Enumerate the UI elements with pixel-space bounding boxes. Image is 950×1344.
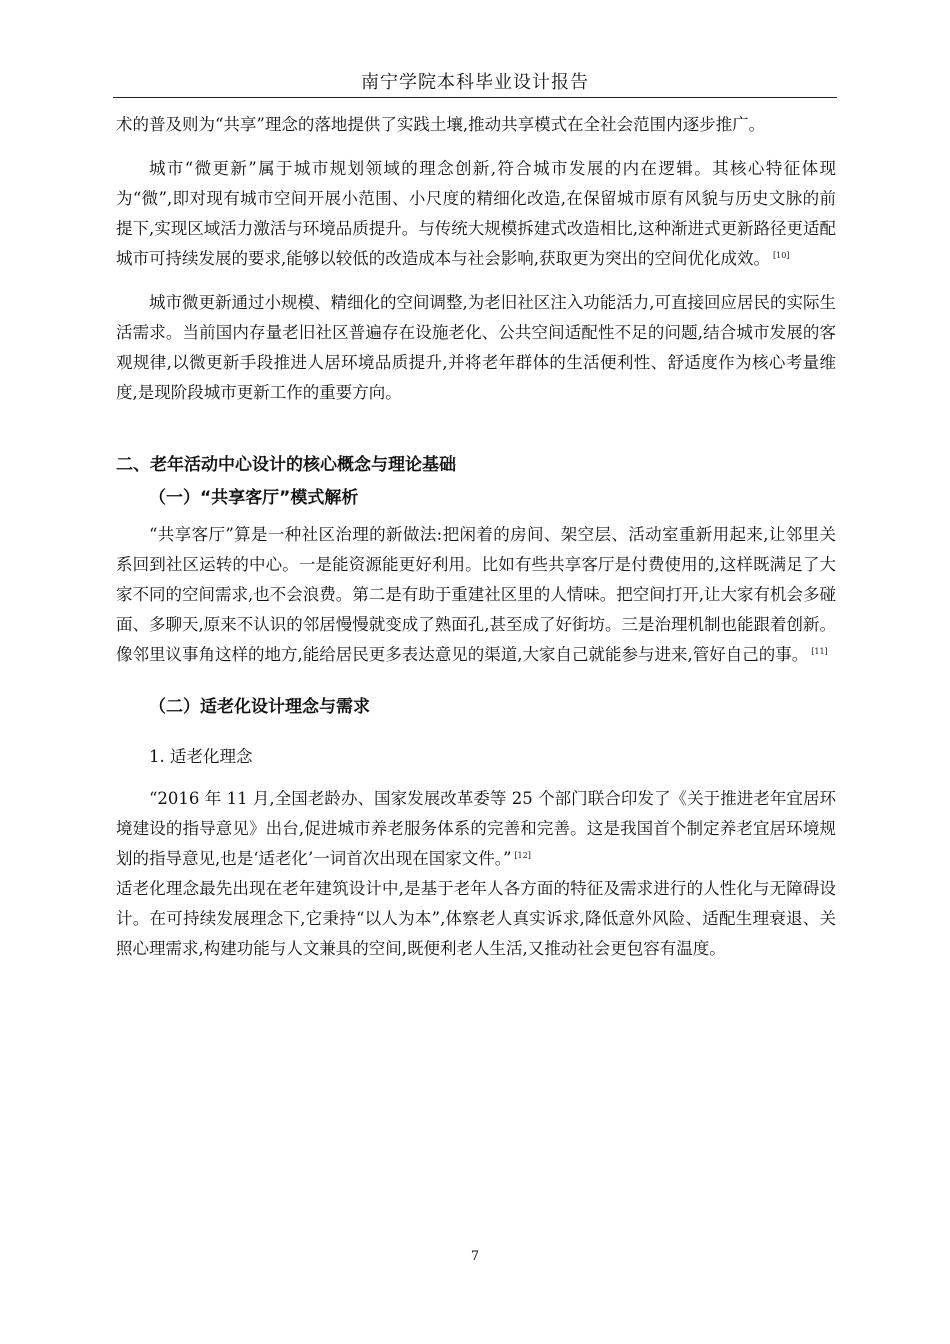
document-body — [116, 110, 836, 964]
paragraph-text: “共享客厅”算是一种社区治理的新做法:把闲着的房间、架空层、活动室重新用起来,让邻里关系回到社区运转的中心。一是能资源能更好利用。比如有些共享客厅是付费使用的,这样既满足了大家不同的空间需求,也不会浪费。第二是有助于重建社区里的人情味。把空间打开,让大家有机会多碰面、多聊天,原来不认识的邻居慢慢就变成了熟面孔,甚至成了好街坊。三是治理机制也能跟着创新。像邻里议事角这样的地方,能给居民更多表达意见的渠道,大家自己就能参与进来,管好自己的事。 — [116, 525, 836, 664]
paragraph-text: 城市“微更新”属于城市规划领域的理念创新,符合城市发展的内在逻辑。其核心特征体现为“微”,即对现有城市空间开展小范围、小尺度的精细化改造,在保留城市原有风貌与历史文脉的前提下,实现区域活力激活与环境品质提升。与传统大规模拆建式改造相比,这种渐进式更新路径更适配城市可持续发展的要求,能够以较低的改造成本与社会影响,获取更为突出的空间优化成效。 — [116, 159, 836, 268]
paragraph-old-community: 城市微更新通过小规模、精细化的空间调整,为老旧社区注入功能活力,可直接回应居民的实际生活需求。当前国内存量老旧社区普遍存在设施老化、公共空间适配性不足的问题,结合城市发展的客观规律,以微更新手段推进人居环境品质提升,并将老年群体的生活便利性、舒适度作为核心考量维度,是现阶段城市更新工作的重要方向。 — [116, 293, 836, 402]
paragraph-micro-renewal — [116, 154, 836, 274]
paragraph-aging-concept: 适老化理念最先出现在老年建筑设计中,是基于老年人各方面的特征及需求进行的人性化与无障碍设计。在可持续发展理念下,它秉持“以人为本”,体察老人真实诉求,降低意外风险、适配生理衰退、关照心理需求,构建功能与人文兼具的空间,既便利老人生活,又推动社会更包容有温度。 — [116, 879, 836, 958]
subsection-heading-shared-lounge: （一）“共享客厅”模式解析 — [149, 488, 359, 508]
paragraph-text: “2016 年 11 月,全国老龄办、国家发展改革委等 25 个部门联合印发了《关于推进老年宜居环境建设的指导意见》出台,促进城市养老服务体系的完善和完善。这是我国首个制定养老宜居环境规划的指导意见,也是‘适老化’一词首次出现在国家文件。” — [116, 789, 836, 868]
paragraph-quote-2016 — [116, 784, 836, 874]
citation-mark: [11] — [811, 646, 828, 656]
citation-mark: [10] — [773, 250, 790, 260]
paragraph-shared-lounge — [116, 520, 836, 670]
subsection-heading-aging-design: （二）适老化设计理念与需求 — [149, 697, 370, 717]
numbered-heading: 1. 适老化理念 — [149, 747, 253, 766]
header-divider — [113, 97, 837, 98]
page-number: 7 — [470, 1249, 480, 1264]
section-heading: 二、老年活动中心设计的核心概念与理论基础 — [116, 455, 456, 475]
page-header-title: 南宁学院本科毕业设计报告 — [361, 72, 589, 93]
citation-mark: [12] — [514, 850, 531, 860]
paragraph-continued: 术的普及则为“共享”理念的落地提供了实践土壤,推动共享模式在全社会范围内逐步推广。 — [116, 115, 766, 134]
